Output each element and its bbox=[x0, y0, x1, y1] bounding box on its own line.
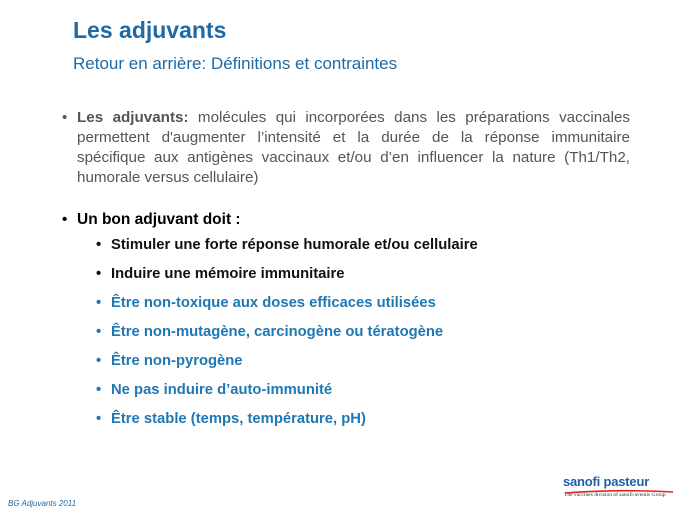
bullet-icon: • bbox=[96, 382, 102, 398]
requirements-heading bbox=[60, 210, 630, 230]
bullet-icon: • bbox=[96, 266, 102, 282]
bullet-icon: • bbox=[96, 295, 102, 311]
bullet-icon: • bbox=[62, 109, 68, 126]
bullet-icon: • bbox=[96, 237, 102, 253]
definition-text: molécules qui incorporées dans les préparations vaccinales permettent d'augmenter l’intensité et la durée de la réponse immunitaire spécifique aux antigènes vaccinaux et/ou d’en influencer la nature (Th1/Th2, humorale versus cellulaire) bbox=[77, 109, 630, 186]
list-item bbox=[96, 380, 478, 409]
sanofi-pasteur-logo bbox=[563, 474, 675, 504]
list-item-text: Être non-toxique aux doses efficaces utilisées bbox=[111, 295, 436, 311]
list-item bbox=[96, 351, 478, 380]
logo-tagline: The vaccines division of sanofi-aventis Group bbox=[564, 492, 666, 498]
list-item-text: Être non-mutagène, carcinogène ou tératogène bbox=[111, 324, 444, 340]
requirements-list bbox=[96, 235, 478, 438]
list-item bbox=[96, 409, 478, 438]
bullet-icon: • bbox=[96, 411, 102, 427]
list-item bbox=[96, 235, 478, 264]
logo-brand: sanofi pasteur bbox=[563, 474, 650, 489]
bullet-icon: • bbox=[96, 353, 102, 369]
footer-reference: BG Adjuvants 2011 bbox=[8, 499, 77, 508]
slide-title: Les adjuvants bbox=[73, 17, 227, 43]
list-item-text: Induire une mémoire immunitaire bbox=[111, 266, 345, 282]
definition-paragraph bbox=[60, 108, 630, 188]
list-item-text: Ne pas induire d’auto-immunité bbox=[111, 382, 333, 398]
list-item-text: Stimuler une forte réponse humorale et/ou cellulaire bbox=[111, 237, 478, 253]
list-item-text: Être non-pyrogène bbox=[111, 353, 243, 369]
slide-subtitle: Retour en arrière: Définitions et contraintes bbox=[73, 54, 398, 73]
list-item-text: Être stable (temps, température, pH) bbox=[111, 411, 366, 427]
list-item bbox=[96, 264, 478, 293]
bullet-icon: • bbox=[62, 211, 68, 228]
definition-lead: Les adjuvants: bbox=[77, 109, 189, 126]
requirements-heading-text: Un bon adjuvant doit : bbox=[77, 211, 241, 228]
bullet-icon: • bbox=[96, 324, 102, 340]
list-item bbox=[96, 293, 478, 322]
list-item bbox=[96, 322, 478, 351]
